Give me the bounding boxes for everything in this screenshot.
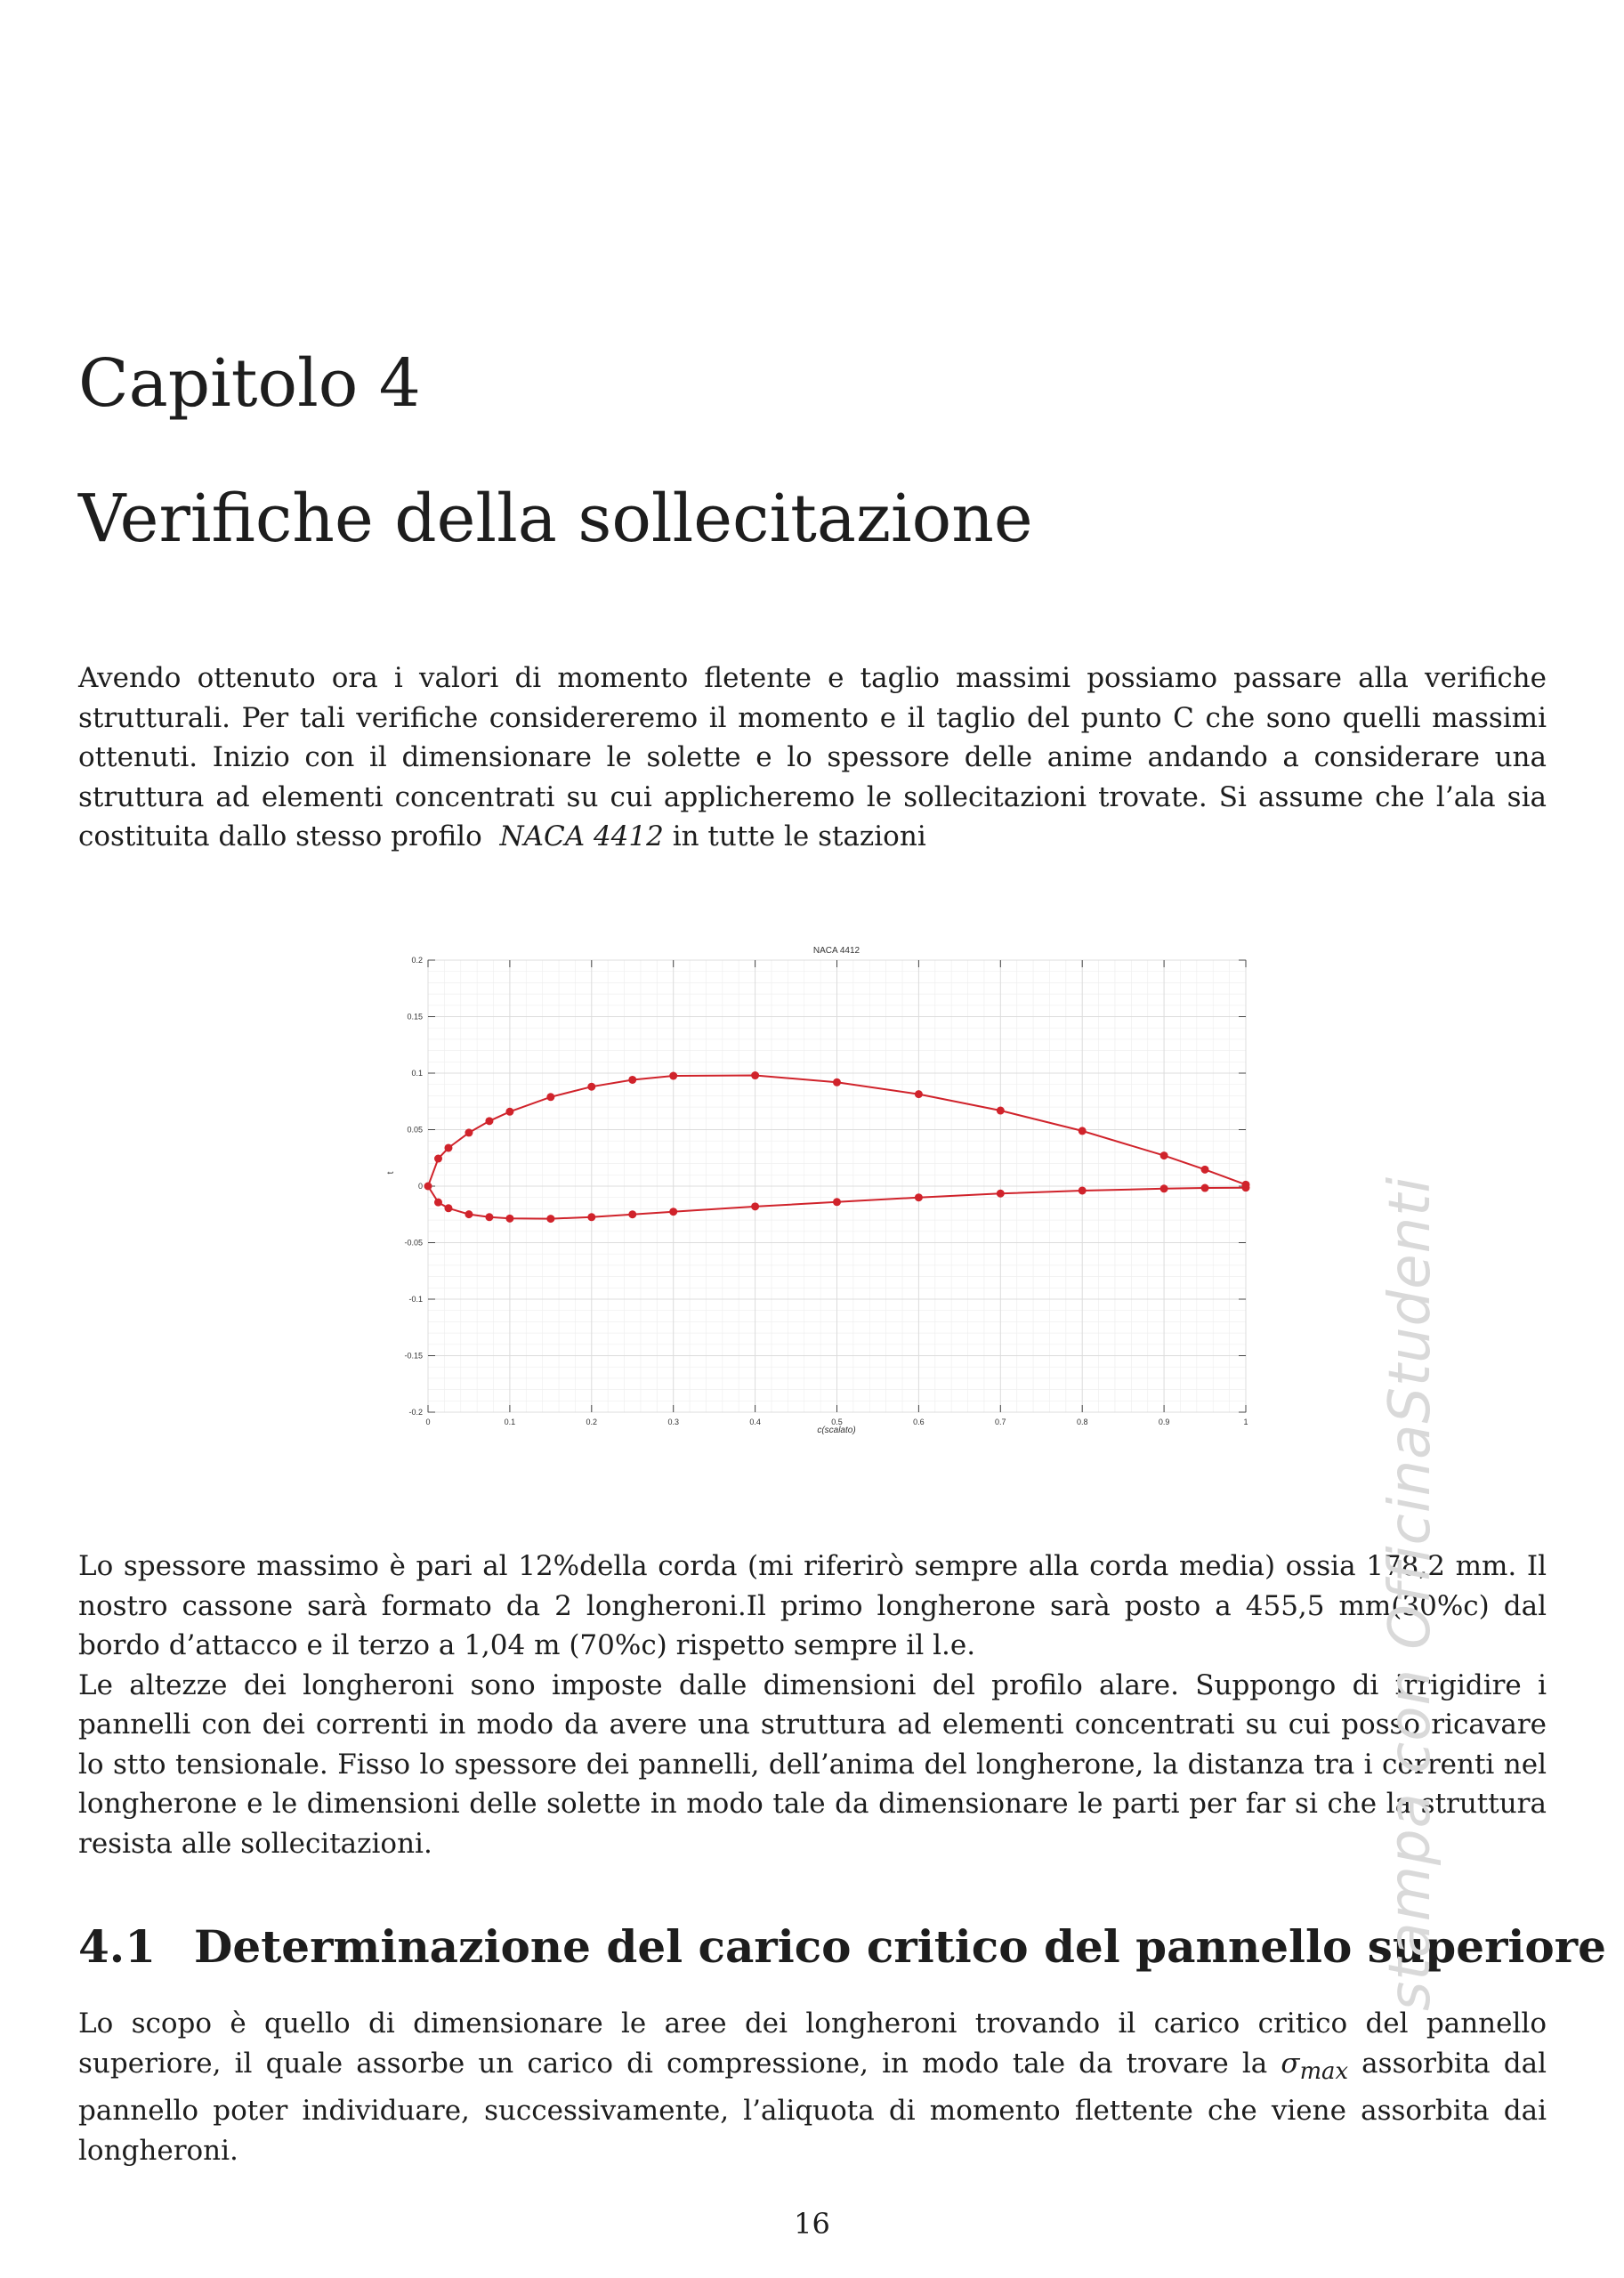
intro-text: Avendo ottenuto ora i valori di momento fletente e taglio massimi possiamo passare alla verifiche strutturali. Per tali verifiche considereremo il momento e il taglio del punto C che sono quelli massimi ottenuti. Inizio con il dimensionare le solette e lo spessore delle anime andando a considerare una struttura ad elementi concentrati su cui applicheremo le sollecitazioni trovate. Si assume che l’ala sia costituita dallo stesso profilo: [78, 662, 1547, 852]
data-point: [833, 1198, 841, 1206]
data-point: [1079, 1186, 1087, 1194]
longheroni-text: Le altezze dei longheroni sono imposte dalle dimensioni del profilo alare. Suppongo di irrigidire i pannelli con dei correnti in modo da avere una struttura ad elementi concentrati su cui posso ricavare lo stto tensionale. Fisso lo spessore dei pannelli, dell’anima del longherone, la distanza tra i correnti nel longherone e le dimensioni delle solette in modo tale da dimensionare le parti per far si che la struttura resista alle sollecitazioni.: [78, 1668, 1547, 1860]
data-point: [669, 1208, 677, 1216]
y-tick-label: 0.1: [411, 1069, 423, 1078]
x-tick-label: 0.1: [504, 1418, 516, 1426]
data-point: [628, 1210, 636, 1218]
watermark: stampa con OfficinaStudenti: [1378, 1175, 1443, 2011]
x-tick-label: 0.6: [913, 1418, 925, 1426]
section-text: Lo scopo è quello di dimensionare le aree dei longheroni trovando il carico critico del pannello superiore, il quale assorbe un carico di compressione, in modo tale da trovare la: [78, 2007, 1547, 2080]
x-tick-label: 0.5: [831, 1418, 843, 1426]
section-text-end: assorbita dal pannello poter individuare, successivamente, l’aliquota di momento flettente che viene assorbita dai longheroni.: [78, 2047, 1547, 2167]
data-point: [444, 1204, 452, 1212]
data-point: [424, 1183, 432, 1191]
x-tick-label: 0.3: [667, 1418, 679, 1426]
data-point: [587, 1213, 595, 1221]
x-tick-label: 1: [1243, 1418, 1248, 1426]
x-tick-label: 0: [425, 1418, 431, 1426]
y-tick-label: -0.05: [404, 1238, 423, 1248]
x-axis-label: c(scalato): [817, 1426, 856, 1435]
chart-title: NACA 4412: [812, 946, 860, 956]
data-point: [505, 1215, 513, 1223]
section-title: Determinazione del carico critico del pannello superiore: [194, 1920, 1606, 1973]
data-point: [1242, 1183, 1250, 1192]
sigma-symbol: σ: [1281, 2047, 1300, 2080]
data-point: [465, 1128, 473, 1136]
y-tick-label: 0.05: [407, 1125, 423, 1135]
data-point: [1079, 1127, 1087, 1135]
naca-profile-name: NACA 4412: [499, 820, 664, 852]
data-point: [751, 1202, 759, 1210]
data-point: [546, 1215, 554, 1223]
spessore-paragraph: [78, 1547, 1547, 1863]
chapter-title: Verifiche della sollecitazione: [78, 481, 1033, 557]
data-point: [444, 1143, 452, 1151]
data-point: [505, 1108, 513, 1116]
sigma-subscript: max: [1299, 2057, 1349, 2085]
x-tick-label: 0.9: [1158, 1418, 1170, 1426]
section-paragraph: [78, 2004, 1547, 2170]
data-point: [915, 1193, 923, 1201]
data-point: [628, 1076, 636, 1084]
spessore-text: Lo spessore massimo è pari al 12%della corda (mi riferirò sempre alla corda media) ossia 178,2 mm. Il nostro cassone sarà formato da 2 longheroni.Il primo longherone sarà posto a 455,5 mm(30%c) dal bordo d’attacco e il terzo a 1,04 m (70%c) rispetto sempre il l.e.: [78, 1550, 1547, 1661]
x-tick-label: 0.4: [749, 1418, 761, 1426]
intro-paragraph: [78, 658, 1547, 857]
y-tick-label: -0.2: [408, 1408, 423, 1417]
x-tick-label: 0.2: [586, 1418, 598, 1426]
data-point: [1201, 1184, 1209, 1192]
x-tick-label: 0.8: [1076, 1418, 1088, 1426]
data-point: [1201, 1166, 1209, 1174]
naca-4412-chart: [374, 934, 1264, 1442]
page-number: 16: [794, 2207, 830, 2241]
y-axis-label: t: [386, 1171, 396, 1175]
data-point: [465, 1210, 473, 1218]
data-point: [1160, 1184, 1168, 1192]
y-tick-label: -0.1: [408, 1295, 423, 1304]
data-point: [485, 1117, 493, 1125]
intro-text-end: in tutte le stazioni: [672, 820, 926, 852]
y-tick-label: 0.2: [411, 956, 423, 965]
data-point: [751, 1071, 759, 1079]
y-tick-label: -0.15: [404, 1351, 423, 1361]
data-point: [587, 1083, 595, 1091]
data-point: [434, 1155, 442, 1163]
data-point: [997, 1107, 1005, 1115]
data-point: [1160, 1151, 1168, 1159]
data-point: [485, 1213, 493, 1221]
grid: [428, 960, 1246, 1412]
chapter-number: Capitolo 4: [78, 345, 421, 422]
data-point: [833, 1078, 841, 1086]
x-tick-label: 0.7: [995, 1418, 1006, 1426]
section-number: 4.1: [78, 1920, 156, 1973]
y-tick-label: 0.15: [407, 1012, 423, 1022]
data-point: [997, 1190, 1005, 1198]
data-point: [434, 1199, 442, 1207]
data-point: [915, 1090, 923, 1098]
data-point: [546, 1093, 554, 1101]
y-tick-label: 0: [417, 1182, 423, 1191]
data-point: [669, 1072, 677, 1080]
